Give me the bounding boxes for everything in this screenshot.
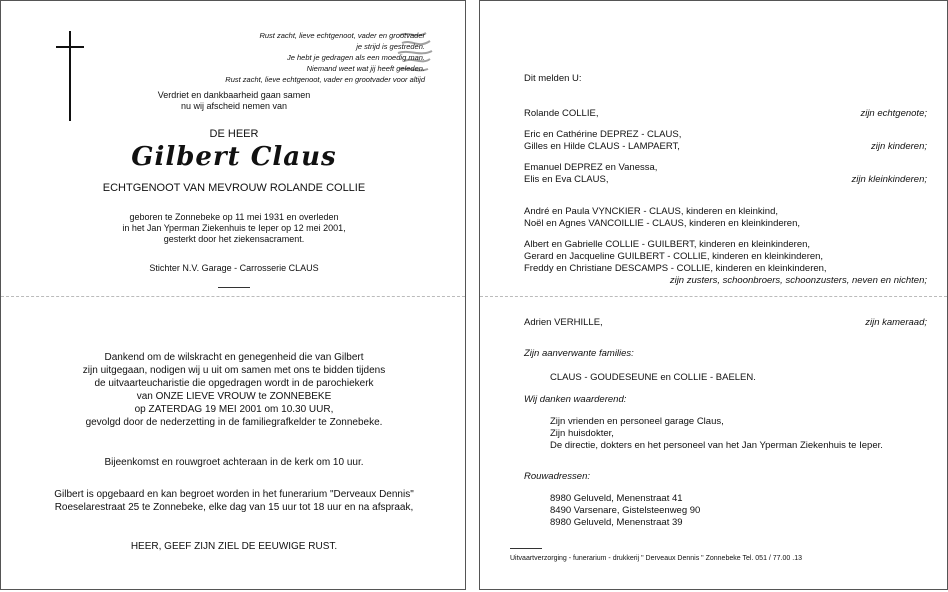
children-role: zijn kinderen;	[871, 141, 927, 152]
poem-line: Niemand weet wat jij heeft geleden.	[306, 64, 425, 73]
thanks-line: zijn uitgegaan, nodigen wij u uit om samen met ons te bidden tijdens	[82, 365, 386, 376]
right-page	[479, 0, 948, 590]
address-line: 8980 Geluveld, Menenstraat 39	[550, 517, 683, 528]
viewing-line: Roeselarestraat 25 te Zonnebeke, elke dag van 15 uur tot 18 uur en na afspraak,	[54, 502, 414, 513]
address-line: 8980 Geluveld, Menenstraat 41	[550, 493, 683, 504]
poem-line: Rust zacht, lieve echtgenoot, vader en grootvader voor altijd	[225, 75, 425, 84]
divider	[510, 548, 542, 549]
friend-name: Adrien VERHILLE,	[524, 317, 603, 328]
child-line: Eric en Cathérine DEPREZ - CLAUS,	[524, 129, 682, 140]
header: Dit melden U:	[524, 73, 582, 84]
poem-line: je strijd is gestreden.	[356, 42, 425, 51]
thanks-line: van ONZE LIEVE VROUW te ZONNEBEKE	[136, 391, 332, 402]
closing-prayer: HEER, GEEF ZIJN ZIEL DE EEUWIGE RUST.	[130, 541, 338, 552]
founder-line: Stichter N.V. Garage - Carrosserie CLAUS	[149, 263, 319, 273]
grandchild-line: Emanuel DEPREZ en Vanessa,	[524, 162, 658, 173]
families-label: Zijn aanverwante families:	[524, 348, 634, 359]
fold-line	[480, 296, 947, 297]
divider	[218, 287, 250, 288]
address-line: 8490 Varsenare, Gistelsteenweg 90	[550, 505, 701, 516]
spouse-line: ECHTGENOOT VAN MEVROUW ROLANDE COLLIE	[102, 182, 366, 194]
spouse-role: zijn echtgenote;	[860, 108, 927, 119]
poem	[205, 30, 425, 85]
child-line: Gilles en Hilde CLAUS - LAMPAERT,	[524, 141, 680, 152]
grandchild-line: Elis en Eva CLAUS,	[524, 174, 609, 185]
friend-role: zijn kameraad;	[865, 317, 927, 328]
bio-line: in het Jan Yperman Ziekenhuis te Ieper op 12 mei 2001,	[122, 223, 346, 233]
intro-line: nu wij afscheid nemen van	[180, 101, 288, 111]
poem-line: Je hebt je gedragen als een moedig man.	[286, 53, 425, 62]
sibling-line: Albert en Gabrielle COLLIE - GUILBERT, kinderen en kleinkinderen,	[524, 239, 811, 250]
addresses-label: Rouwadressen:	[524, 471, 591, 482]
poem-line: Rust zacht, lieve echtgenoot, vader en grootvader	[259, 31, 425, 40]
sibling-line: Noël en Agnes VANCOILLIE - CLAUS, kinderen en kleinkinderen,	[524, 218, 801, 229]
printer-footer: Uitvaartverzorging - funerarium - drukkerij " Derveaux Dennis " Zonnebeke Tel. 051 / 77.00 .13	[510, 555, 802, 562]
families-line: CLAUS - GOUDESEUNE en COLLIE - BAELEN.	[550, 372, 756, 383]
thanks-line: Dankend om de wilskracht en genegenheid die van Gilbert	[104, 352, 364, 363]
thanks-line: op ZATERDAG 19 MEI 2001 om 10.30 UUR,	[134, 404, 334, 415]
gathering-line: Bijeenkomst en rouwgroet achteraan in de kerk om 10 uur.	[104, 457, 364, 468]
thanks-line: gevolgd door de nederzetting in de familiegrafkelder te Zonnebeke.	[85, 417, 383, 428]
viewing-line: Gilbert is opgebaard en kan begroet worden in het funerarium "Derveaux Dennis"	[54, 489, 414, 500]
spouse-name: Rolande COLLIE,	[524, 108, 599, 119]
cross-icon-bar	[56, 46, 84, 48]
left-page	[0, 0, 466, 590]
deceased-name: Gilbert Claus	[131, 142, 337, 172]
thanks-line: De directie, dokters en het personeel van het Jan Yperman Ziekenhuis te Ieper.	[550, 440, 883, 451]
thanks-label: Wij danken waarderend:	[524, 394, 627, 405]
siblings-role: zijn zusters, schoonbroers, schoonzusters, neven en nichten;	[669, 275, 927, 286]
thanks-line: Zijn huisdokter,	[550, 428, 614, 439]
sibling-line: André en Paula VYNCKIER - CLAUS, kinderen en kleinkind,	[524, 206, 778, 217]
intro-line: Verdriet en dankbaarheid gaan samen	[157, 90, 311, 100]
grandchildren-role: zijn kleinkinderen;	[851, 174, 927, 185]
bio-line: gesterkt door het ziekensacrament.	[163, 234, 305, 244]
honorific: DE HEER	[209, 128, 259, 140]
sibling-line: Freddy en Christiane DESCAMPS - COLLIE, kinderen en kleinkinderen,	[524, 263, 827, 274]
fold-line	[1, 296, 465, 297]
thanks-line: de uitvaarteucharistie die opgedragen wordt in de parochiekerk	[94, 378, 374, 389]
bio-line: geboren te Zonnebeke op 11 mei 1931 en overleden	[129, 212, 339, 222]
thanks-line: Zijn vrienden en personeel garage Claus,	[550, 416, 724, 427]
sibling-line: Gerard en Jacqueline GUILBERT - COLLIE, kinderen en kleinkinderen,	[524, 251, 824, 262]
